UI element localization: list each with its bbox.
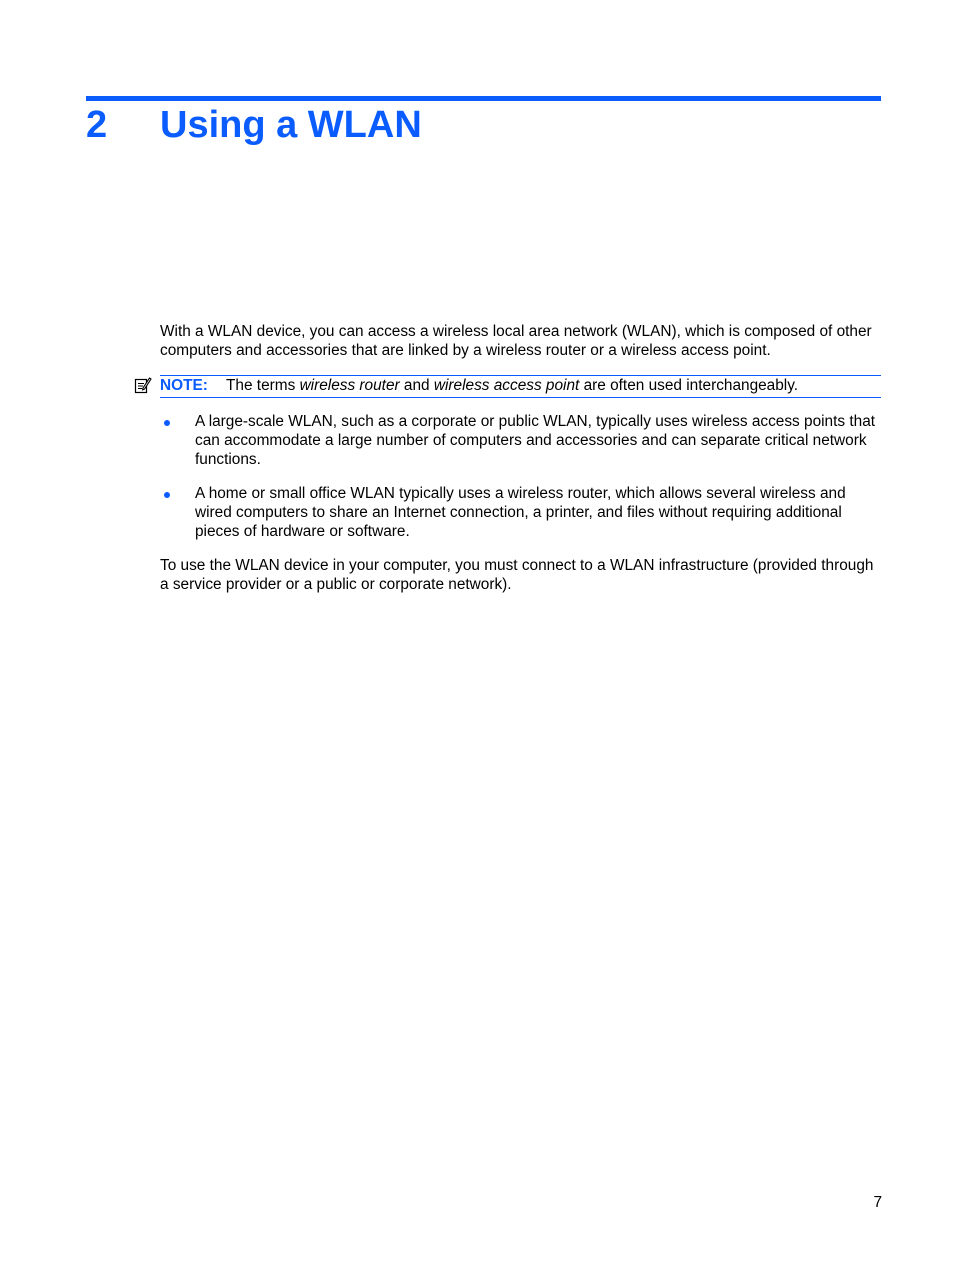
note-rule-bottom <box>160 397 881 398</box>
bullet-text: A large-scale WLAN, such as a corporate or public WLAN, typically uses wireless access points that can accommodate a large number of computers and accessories and can separate critical network functions. <box>195 413 876 468</box>
note-text-before: The terms <box>226 377 300 394</box>
note-text-after: are often used interchangeably. <box>579 377 799 394</box>
list-item <box>160 484 882 541</box>
chapter-heading <box>86 100 422 150</box>
bullet-dot <box>164 420 170 426</box>
note-box <box>134 375 881 396</box>
closing-paragraph: To use the WLAN device in your computer, you must connect to a WLAN infrastructure (provided through a service provider or a public or corporate network). <box>160 557 874 593</box>
page-number: 7 <box>873 1194 882 1211</box>
note-term-wireless-router: wireless router <box>299 377 400 394</box>
note-text-middle: and <box>399 377 434 394</box>
bullet-list <box>160 412 882 556</box>
intro-paragraph: With a WLAN device, you can access a wireless local area network (WLAN), which is composed of other computers and accessories that are linked by a wireless router or a wireless access point. <box>160 323 872 359</box>
list-item <box>160 412 882 469</box>
chapter-number: 2 <box>86 104 108 146</box>
note-term-wireless-access-point: wireless access point <box>433 377 580 394</box>
bullet-text: A home or small office WLAN typically uses a wireless router, which allows several wireless and wired computers to share an Internet connection, a printer, and files without requiring additional pieces of hardware or software. <box>195 485 846 540</box>
bullet-dot <box>164 492 170 498</box>
note-text <box>160 376 798 395</box>
note-label: NOTE: <box>160 377 208 394</box>
note-pencil-icon <box>134 376 152 394</box>
chapter-title: Using a WLAN <box>160 104 422 146</box>
